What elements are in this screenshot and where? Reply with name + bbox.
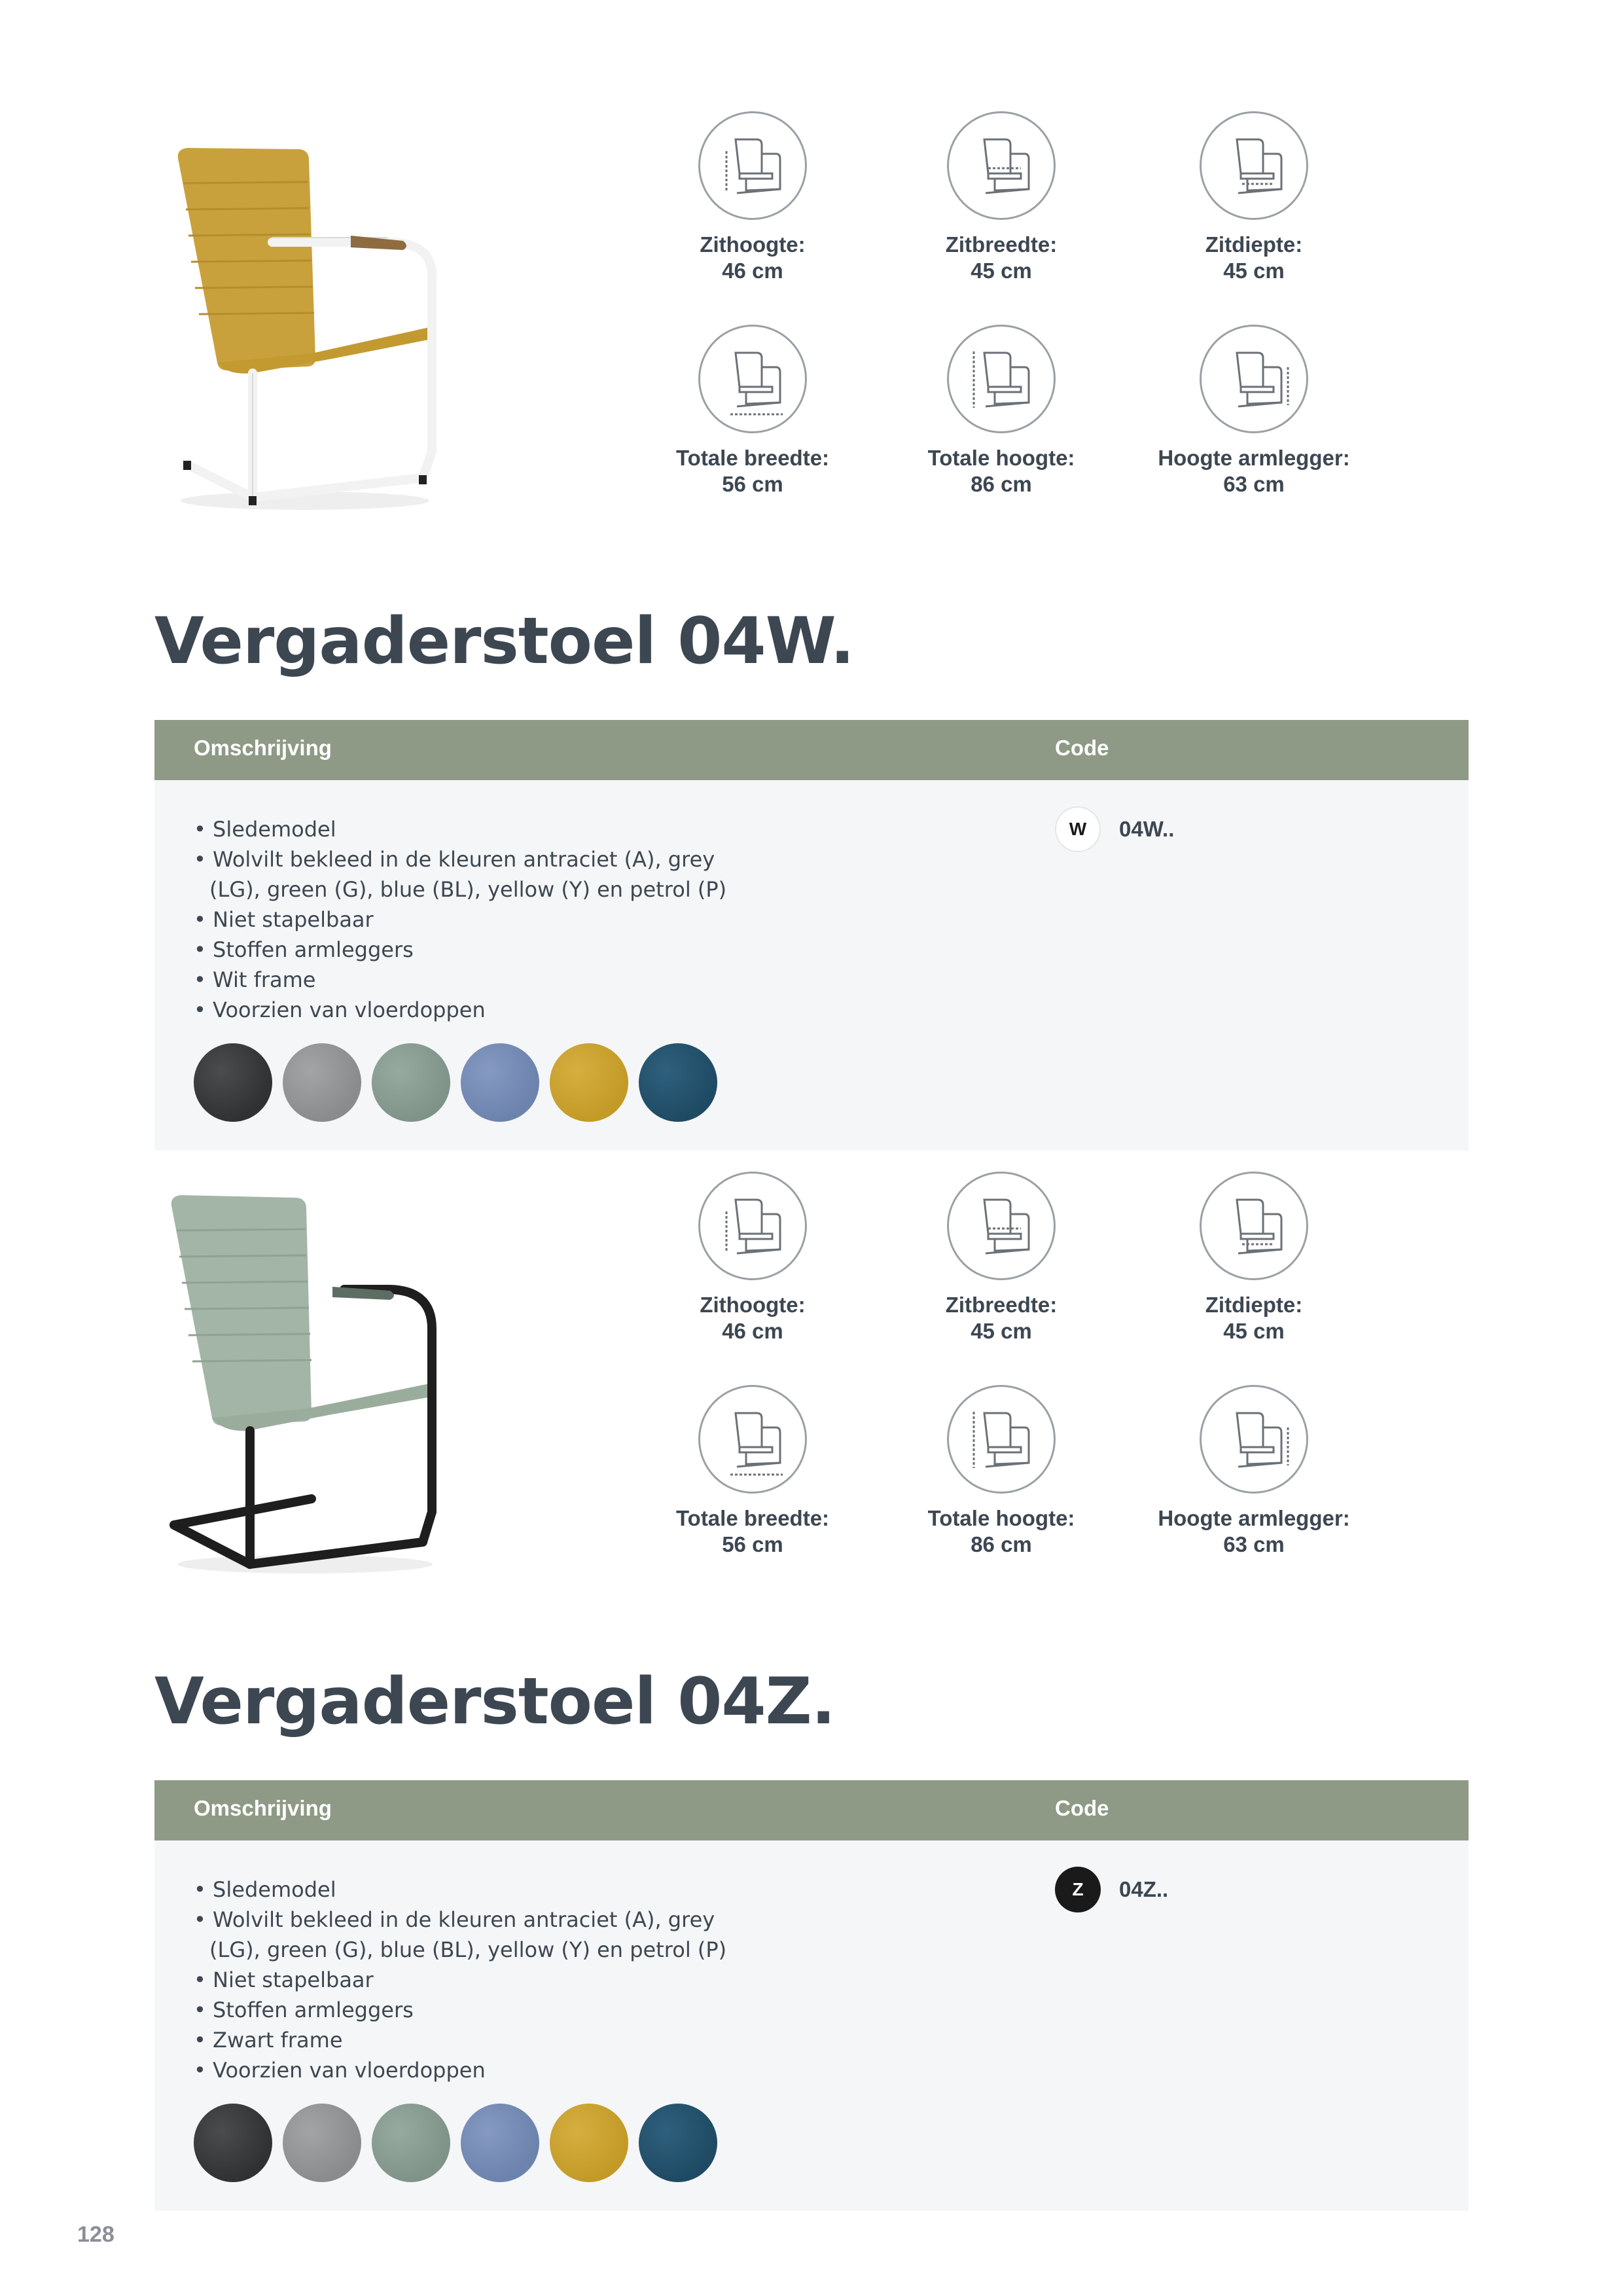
spec-value: 46 cm [722,259,783,283]
spec-value: 56 cm [722,1532,783,1556]
chair-04w-image [154,111,442,517]
list-item: • Stoffen armleggers [194,1998,414,2022]
swatch-grey [283,2104,361,2182]
description-list [194,814,772,1025]
total-height-icon [947,1385,1056,1494]
spec-grid-04z [628,1172,1479,1577]
spec-label: Zithoogte: [700,232,806,257]
swatch-blue [461,2104,539,2182]
spec-label: Hoogte armlegger: [1158,1506,1350,1530]
description-list [194,1874,772,2085]
list-item: • Stoffen armleggers [194,937,414,962]
list-item: • Niet stapelbaar [194,1967,374,1992]
product-table [154,720,1469,1151]
color-swatches [194,2104,717,2182]
seat-height-icon [698,111,807,220]
product-title: Vergaderstoel 04Z. [154,1664,835,1739]
spec-value: 45 cm [1223,259,1285,283]
spec-total-width [628,325,877,497]
swatch-petrol [639,2104,717,2182]
table-header [154,1780,1469,1840]
chair-04z-image [154,1172,442,1577]
spec-value: 86 cm [971,1532,1032,1556]
swatch-green [372,1043,450,1122]
spec-total-height [877,325,1126,497]
swatch-grey [283,1043,361,1122]
page-number: 128 [77,2222,115,2247]
spec-seat-height [628,1172,877,1344]
spec-label: Hoogte armlegger: [1158,446,1350,470]
swatch-antraciet [194,2104,272,2182]
spec-seat-width [877,1172,1126,1344]
swatch-yellow [550,2104,628,2182]
spec-armrest-height [1130,325,1378,497]
list-item: • Wolvilt bekleed in de kleuren antraciet (A), grey (LG), green (G), blue (BL), yellow (Y) en petrol (P) [194,1907,727,1962]
product-title: Vergaderstoel 04W. [154,604,854,679]
frame-badge: Z [1055,1867,1101,1912]
spec-label: Zitdiepte: [1205,232,1303,257]
armrest-height-icon [1200,1385,1308,1494]
spec-value: 56 cm [722,472,783,496]
spec-value: 45 cm [971,1319,1032,1343]
col-code-header: Code [1055,736,1109,760]
swatch-petrol [639,1043,717,1122]
list-item: • Niet stapelbaar [194,907,374,932]
spec-label: Zitbreedte: [945,1293,1058,1317]
spec-value: 63 cm [1223,472,1285,496]
product-code [1055,806,1174,852]
table-header [154,720,1469,780]
spec-seat-height [628,111,877,284]
spec-armrest-height [1130,1385,1378,1558]
code-value: 04Z.. [1119,1877,1169,1901]
spec-grid-04w [628,111,1479,517]
list-item: • Voorzien van vloerdoppen [194,2058,486,2083]
spec-seat-depth [1130,1172,1378,1344]
total-width-icon [698,1385,807,1494]
code-value: 04W.. [1119,817,1175,841]
col-code-header: Code [1055,1796,1109,1820]
spec-value: 45 cm [971,259,1032,283]
spec-label: Totale breedte: [675,446,830,470]
spec-total-width [628,1385,877,1558]
list-item: • Zwart frame [194,2028,343,2053]
spec-value: 45 cm [1223,1319,1285,1343]
spec-label: Totale hoogte: [927,1506,1075,1530]
spec-label: Zitbreedte: [945,232,1058,257]
spec-label: Zithoogte: [700,1293,806,1317]
seat-width-icon [947,1172,1056,1280]
col-description-header: Omschrijving [194,736,332,760]
swatch-antraciet [194,1043,272,1122]
spec-value: 46 cm [722,1319,783,1343]
total-height-icon [947,325,1056,433]
swatch-yellow [550,1043,628,1122]
swatch-green [372,2104,450,2182]
spec-label: Totale breedte: [675,1506,830,1530]
col-description-header: Omschrijving [194,1796,332,1820]
spec-label: Zitdiepte: [1205,1293,1303,1317]
swatch-blue [461,1043,539,1122]
seat-depth-icon [1200,111,1308,220]
list-item: • Sledemodel [194,1877,336,1902]
color-swatches [194,1043,717,1122]
list-item: • Voorzien van vloerdoppen [194,997,486,1022]
frame-badge: W [1055,806,1101,852]
spec-value: 63 cm [1223,1532,1285,1556]
list-item: • Wolvilt bekleed in de kleuren antraciet (A), grey (LG), green (G), blue (BL), yellow (Y) en petrol (P) [194,847,727,902]
chair-04z-photo [154,1172,442,1577]
spec-seat-width [877,111,1126,284]
total-width-icon [698,325,807,433]
list-item: • Sledemodel [194,817,336,842]
chair-04w-photo [154,111,442,517]
table-body [154,1840,1469,2211]
product-table [154,1780,1469,2211]
seat-height-icon [698,1172,807,1280]
seat-width-icon [947,111,1056,220]
armrest-height-icon [1200,325,1308,433]
product-code [1055,1867,1168,1912]
table-body [154,780,1469,1151]
spec-total-height [877,1385,1126,1558]
seat-depth-icon [1200,1172,1308,1280]
spec-value: 86 cm [971,472,1032,496]
list-item: • Wit frame [194,967,316,992]
spec-label: Totale hoogte: [927,446,1075,470]
spec-seat-depth [1130,111,1378,284]
